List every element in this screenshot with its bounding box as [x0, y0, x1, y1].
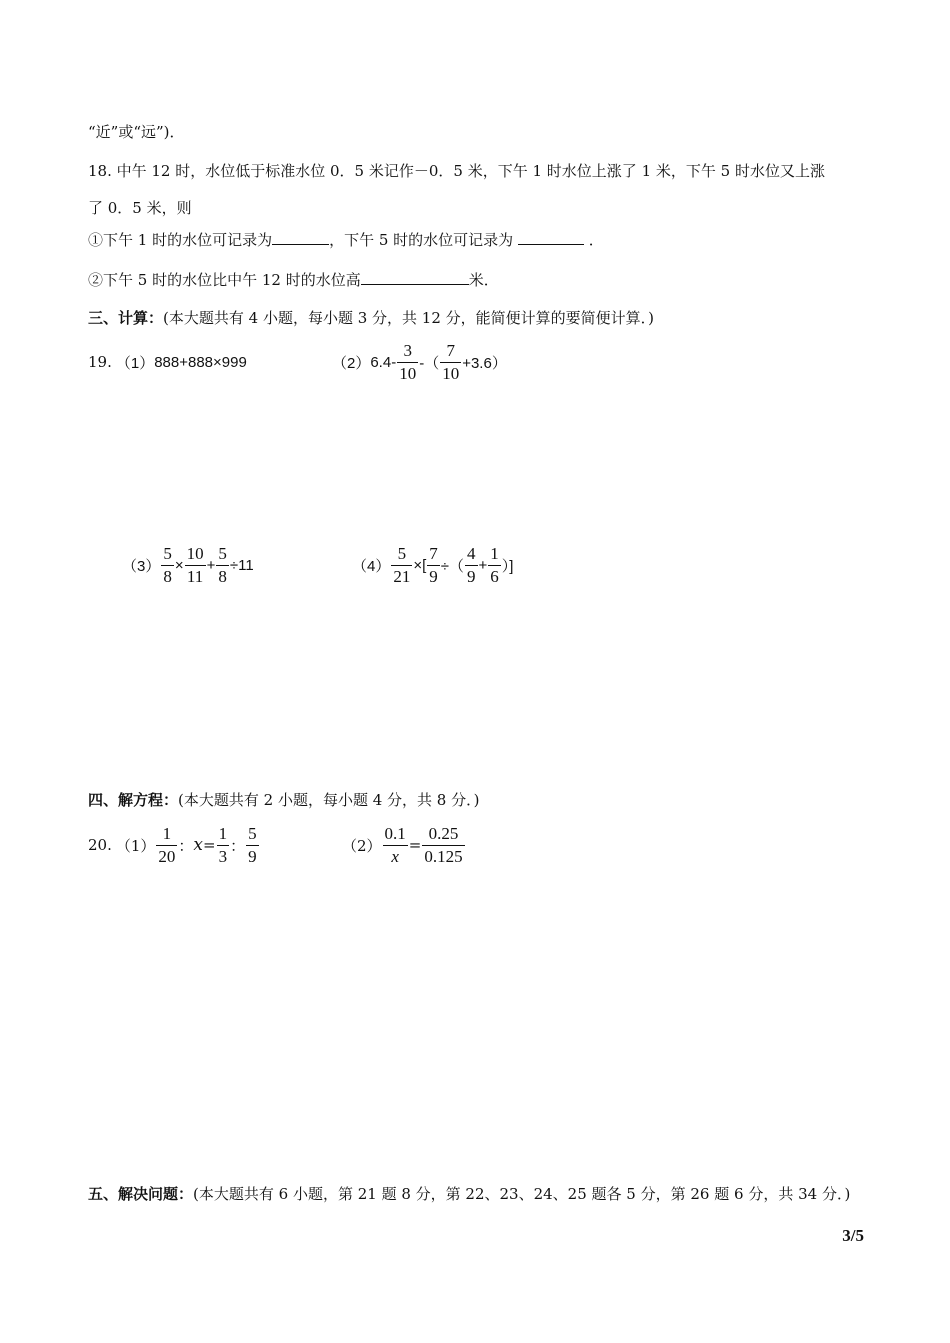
q20-number: 20.	[88, 836, 112, 854]
q19-p3-fraction-3	[216, 545, 229, 586]
q19-p4-text-b: ÷（	[440, 557, 465, 575]
fraction-numerator: 5	[391, 545, 412, 566]
q20-p1-colon-1: ：	[178, 836, 194, 855]
fraction-denominator: 9	[429, 566, 438, 586]
q18-sub1	[88, 230, 604, 250]
q20-p2-fraction-1	[383, 825, 408, 866]
q19-p3-op1: ×	[174, 556, 184, 574]
q20-p1-variable: x	[193, 835, 204, 855]
q19-p3	[122, 542, 254, 588]
section4-title: 四、解方程：	[88, 791, 179, 809]
fraction-denominator: 21	[393, 566, 411, 586]
q19-p4-fraction-4	[488, 545, 501, 586]
q20-p1-label: （1）	[115, 836, 156, 855]
q19-p4-fraction-2	[427, 545, 440, 586]
q18-sub2-text-b: 米．	[468, 271, 499, 289]
q19-p2-label: （2）	[332, 354, 371, 372]
q19-p4-label: （4）	[352, 557, 391, 575]
q19-p2-text-b: -（	[419, 354, 440, 372]
fraction-denominator: 8	[218, 566, 227, 586]
fraction-numerator: 1	[488, 545, 501, 566]
fraction-numerator: 3	[397, 342, 418, 363]
q17-tail: “近”或“远”)．	[88, 123, 185, 141]
answer-blank-2[interactable]	[518, 230, 584, 245]
q19-p4	[352, 542, 513, 588]
q19-p2-fraction-1	[397, 342, 418, 383]
section4-note: (本大题共有 2 小题，每小题 4 分，共 8 分．)	[178, 791, 480, 809]
fraction-denominator: 9	[467, 566, 476, 586]
q20-p2-label: （2）	[342, 836, 382, 855]
fraction-numerator: 1	[217, 825, 230, 846]
q19-p3-label: （3）	[122, 557, 161, 575]
q19-p4-fraction-3	[465, 545, 478, 586]
q20-p1-fraction-1	[156, 825, 177, 866]
section5-title: 五、解决问题：	[88, 1185, 194, 1203]
q18-line2: 了 0．5 米，则	[88, 199, 192, 217]
fraction-numerator: 7	[427, 545, 440, 566]
q19-p2-fraction-2	[440, 342, 461, 383]
fraction-denominator: 0.125	[424, 846, 463, 866]
fraction-numerator: 5	[246, 825, 259, 846]
q19-p3-op2: +	[206, 556, 216, 574]
q19-p3-tail: ÷11	[229, 556, 254, 574]
section3-heading	[88, 308, 654, 328]
q20-p1-equals: =	[203, 836, 216, 854]
fraction-denominator: 10	[399, 363, 417, 383]
q19-p4-text-a: ×[	[413, 556, 427, 574]
q18-sub1-text-a: ①下午 1 时的水位可记录为	[88, 231, 273, 249]
q19-number: 19.	[88, 353, 112, 371]
q20-p2-fraction-2	[422, 825, 464, 866]
fraction-denominator: 8	[163, 566, 172, 586]
fraction-denominator: 9	[248, 846, 257, 866]
fraction-numerator: 0.1	[383, 825, 408, 846]
fraction-denominator: x	[391, 846, 399, 866]
q19-p3-fraction-2	[185, 545, 206, 586]
q19-p4-fraction-1	[391, 545, 412, 586]
q18-sub1-text-c: ．	[588, 231, 604, 249]
section5-note: (本大题共有 6 小题，第 21 题 8 分，第 22、23、24、25 题各 5 分，第 26 题 6 分，共 34 分．)	[193, 1185, 851, 1203]
fraction-numerator: 5	[216, 545, 229, 566]
fraction-denominator: 20	[158, 846, 176, 866]
q19-p1-expr: 888+888×999	[154, 353, 247, 371]
q18-sub2	[88, 270, 499, 290]
answer-blank-1[interactable]	[272, 230, 329, 245]
q20-p2	[342, 822, 466, 868]
fraction-numerator: 4	[465, 545, 478, 566]
q19-p2	[332, 340, 507, 384]
q20-p1-fraction-2	[217, 825, 230, 866]
q19-p4-op: +	[478, 556, 488, 574]
fraction-denominator: 6	[490, 566, 499, 586]
q19-p3-fraction-1	[161, 545, 174, 586]
q20-p1	[88, 822, 260, 868]
q20-p1-colon-2: ：	[230, 836, 246, 855]
fraction-numerator: 1	[156, 825, 177, 846]
q19-p2-text-c: +3.6）	[462, 354, 507, 372]
section3-title: 三、计算：	[88, 309, 164, 327]
q19-p2-text-a: 6.4-	[370, 353, 397, 371]
page-number: 3/5	[842, 1226, 864, 1245]
fraction-numerator: 7	[440, 342, 461, 363]
q18-line1: 18. 中午 12 时，水位低于标准水位 0．5 米记作－0．5 米，下午 1 时水位上涨了 1 米，下午 5 时水位又上涨	[88, 162, 825, 180]
q19-row1-left	[88, 340, 247, 384]
section4-heading	[88, 790, 479, 810]
q20-p1-fraction-3	[246, 825, 259, 866]
section3-note: (本大题共有 4 小题，每小题 3 分，共 12 分，能简便计算的要简便计算．)	[163, 309, 655, 327]
fraction-denominator: 11	[186, 566, 204, 586]
fraction-numerator: 10	[185, 545, 206, 566]
section5-heading	[88, 1184, 850, 1204]
fraction-numerator: 5	[161, 545, 174, 566]
fraction-numerator: 0.25	[422, 825, 464, 846]
q19-p1-label: （1）	[115, 354, 155, 372]
q18-sub2-text-a: ②下午 5 时的水位比中午 12 时的水位高	[88, 271, 361, 289]
q20-p2-equals: =	[408, 836, 422, 854]
fraction-denominator: 3	[218, 846, 228, 866]
q19-p4-text-c: ）]	[501, 557, 514, 575]
fraction-denominator: 10	[442, 363, 460, 383]
answer-blank-3[interactable]	[361, 270, 469, 285]
q18-sub1-text-b: ，下午 5 时的水位可记录为	[329, 231, 514, 249]
